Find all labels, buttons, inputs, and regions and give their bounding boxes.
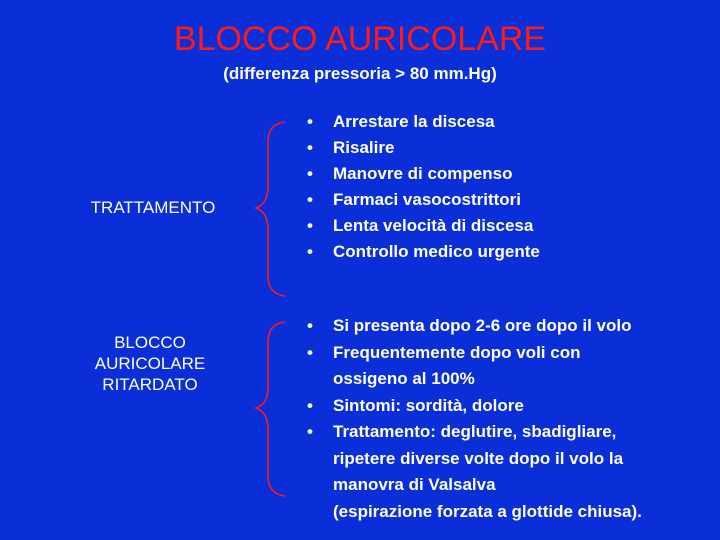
- delayed-block-list: [307, 313, 712, 525]
- list-item: [307, 419, 712, 525]
- treatment-label: TRATTAMENTO: [90, 198, 216, 217]
- brace-treatment: [256, 122, 285, 296]
- list-item: • Lenta velocità di discesa: [307, 213, 707, 239]
- list-item-line: • Sintomi: sordità, dolore: [333, 395, 524, 415]
- list-item: [307, 313, 712, 340]
- list-item: • Arrestare la discesa: [307, 109, 707, 135]
- list-item-line: ossigeno al 100%: [333, 369, 475, 388]
- list-item-line: ripetere diverse volte dopo il volo la: [333, 448, 624, 468]
- treatment-list: [307, 109, 707, 265]
- list-item: • Risalire: [307, 135, 707, 161]
- slide-subtitle: (differenza pressoria > 80 mm.Hg): [223, 64, 497, 83]
- brace-delayed: [256, 322, 285, 496]
- delayed-block-label-line: AURICOLARE: [94, 354, 206, 373]
- list-item: • Manovre di compenso: [307, 161, 707, 187]
- slide-title: BLOCCO AURICOLARE: [173, 20, 547, 58]
- list-item: [307, 340, 712, 393]
- list-item-line: (espirazione forzata a glottide chiusa).: [333, 501, 642, 521]
- list-item: • Farmaci vasocostrittori: [307, 187, 707, 213]
- delayed-block-label-line: RITARDATO: [102, 375, 198, 394]
- list-item: • Controllo medico urgente: [307, 239, 707, 265]
- list-item-line: manovra di Valsalva: [333, 475, 496, 494]
- list-item-line: • Si presenta dopo 2-6 ore dopo il volo: [333, 316, 632, 335]
- list-item-line: • Trattamento: deglutire, sbadigliare,: [333, 422, 617, 441]
- list-item-line: • Frequentemente dopo voli con: [333, 342, 581, 362]
- delayed-block-label-line: BLOCCO: [114, 333, 186, 352]
- list-item: [307, 393, 712, 420]
